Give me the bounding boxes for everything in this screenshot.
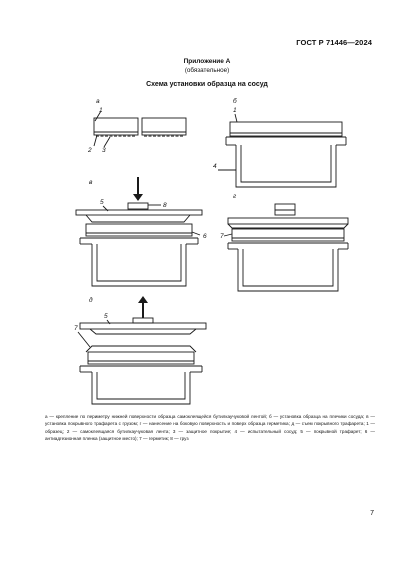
panel-a-label-1: 1 [99,107,103,114]
panel-a-letter: а [96,98,100,105]
panel-v-label-8: 8 [163,202,167,209]
panel-d [74,296,206,404]
figure-caption: а — крепление по периметру нижней поверхности образца самоклеящейся бутилкаучуковой лентой; б — установка образца на плечики сосуда; в — установка покрывного трафарета с грузом; г — нанесение на боковую поверхность и поверх образца герметика; д — съем покрывного трафарета; 1 — образец; 2 — самоклеящаяся бутилкаучуковая лента; 3 — защитное покрытие; 4 — испытательный сосуд; 5 — покрывной трафарет; 6 — антиадгезионная пленка (защитное место); 7 — герметик; 8 — груз [45,414,375,442]
panel-g [220,193,348,291]
panel-d-label-5: 5 [104,313,108,320]
panel-g-label-7: 7 [220,233,224,240]
panel-b-label-4: 4 [213,163,217,170]
panel-b-label-1: 1 [233,107,237,114]
panel-g-letter: г [233,193,237,200]
panel-a-label-2: 2 [88,147,92,154]
appendix-title: Приложение А [183,58,231,65]
panel-b [213,97,346,187]
panel-a [87,98,186,154]
panel-v-label-6: 6 [203,233,207,240]
panel-d-letter: д [89,297,93,304]
page-number: 7 [370,510,374,517]
panel-v-letter: в [89,179,93,186]
scheme-title: Схема установки образца на сосуд [146,81,268,88]
appendix-subtitle: (обязательное) [184,67,230,74]
panel-d-label-7: 7 [74,325,78,332]
panel-a-label-3: 3 [102,147,106,154]
page-header: ГОСТ Р 71446—2024 [296,38,372,47]
panel-b-letter: б [233,98,237,105]
panel-v-label-5: 5 [100,199,104,206]
panel-v [76,177,207,286]
